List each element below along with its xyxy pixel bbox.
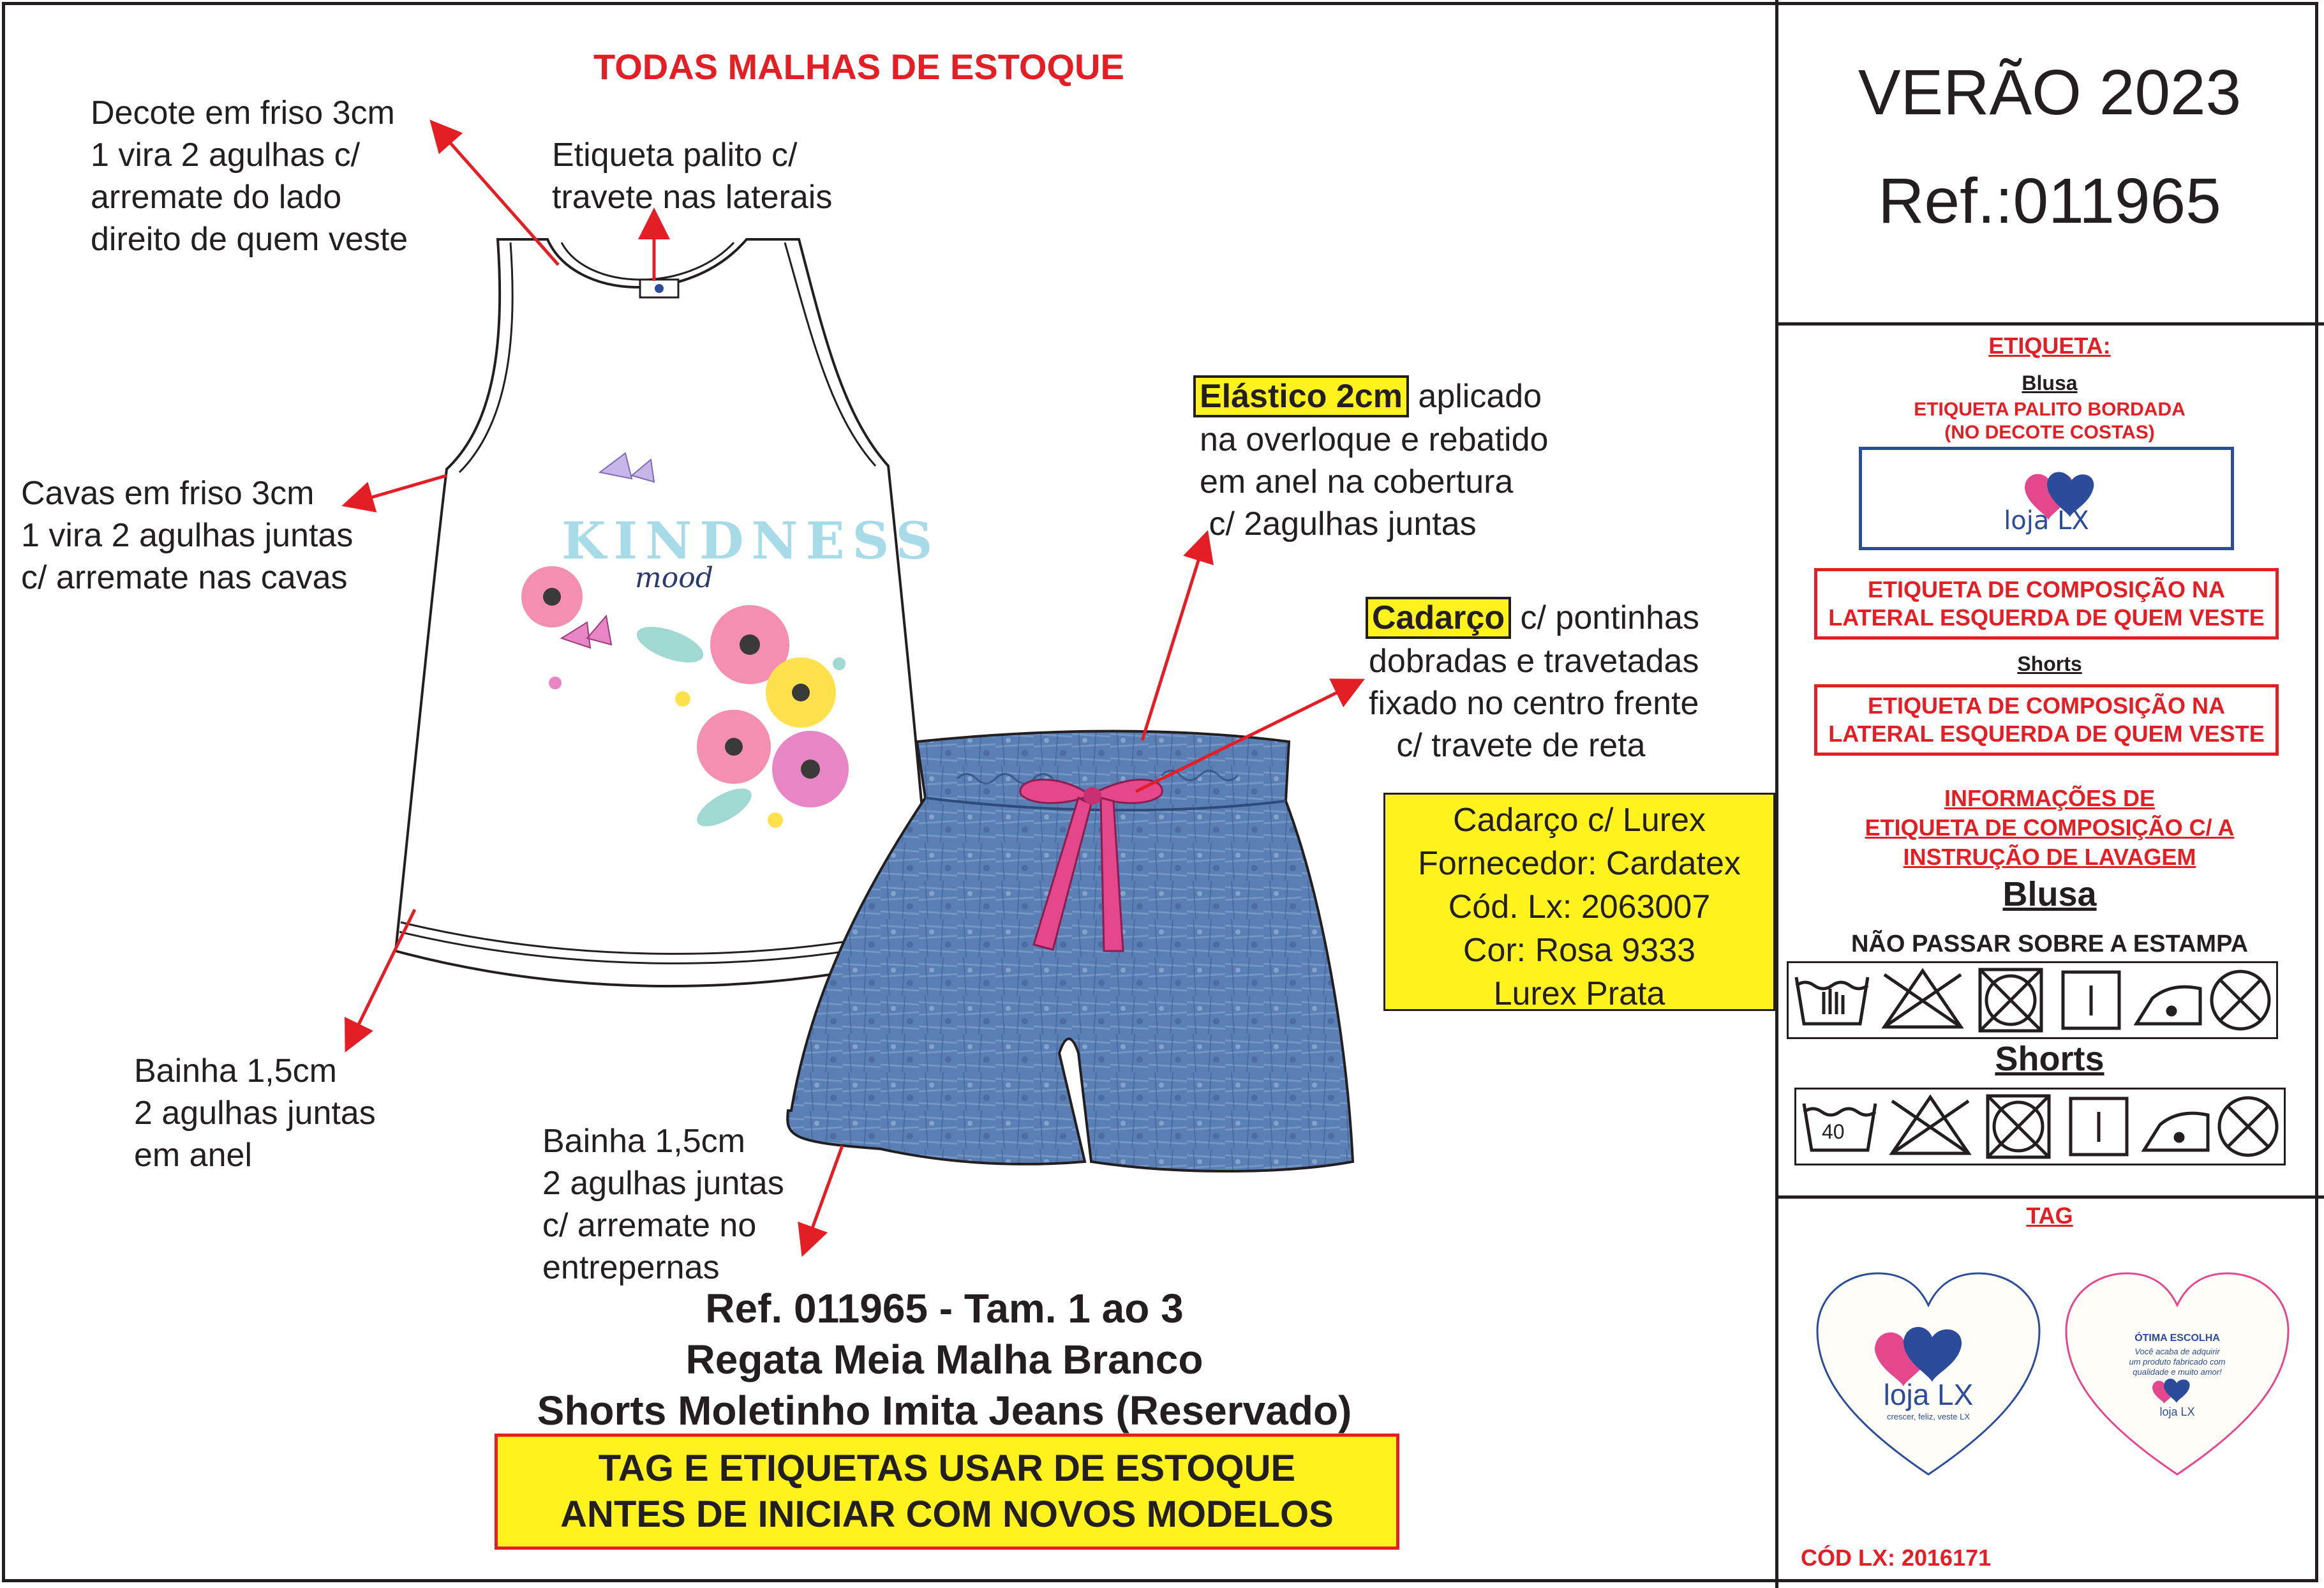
product-top: Regata Meia Malha Branco [685, 1337, 1203, 1382]
ref-title: Ref.:011965 [1878, 165, 2221, 237]
tag-back-line-2: um produto fabricado com [2129, 1357, 2226, 1367]
no-tumble-dry-icon [1980, 970, 2041, 1031]
tag-back [2063, 1270, 2291, 1481]
shorts-care-title: Shorts [1995, 1040, 2104, 1078]
cadarco-info-line: Cód. Lx: 2063007 [1448, 888, 1711, 925]
wash-temp: 40 [1822, 1120, 1845, 1143]
no-dry-clean-icon [2212, 971, 2269, 1029]
cadarco-line1: c/ pontinhas [1511, 599, 1699, 636]
iron-low-icon [2144, 1113, 2208, 1150]
palito-line-1: ETIQUETA PALITO BORDADA [1914, 399, 2186, 420]
comp-blusa-line-1: ETIQUETA DE COMPOSIÇÃO NA [1867, 576, 2226, 603]
line-dry-icon [2063, 972, 2119, 1028]
note-elastico [1193, 375, 1542, 417]
cadarco-info-box [1383, 793, 1775, 1011]
warning-line-1: TAG E ETIQUETAS USAR DE ESTOQUE [598, 1448, 1296, 1489]
care-symbols-blusa [1787, 961, 2278, 1039]
tag-title: TAG [2026, 1202, 2073, 1229]
note-elastico-rest: na overloque e rebatido em anel na cobertura c/ 2agulhas juntas [1200, 421, 1549, 543]
info-title [1778, 784, 2321, 872]
sidebar-divider-2 [1775, 1195, 2324, 1199]
warning-line-2: ANTES DE INICIAR COM NOVOS MODELOS [560, 1494, 1334, 1535]
hand-wash-icon [1796, 977, 1868, 1024]
blusa-care-title: Blusa [2002, 875, 2097, 913]
cadarco-info-line: Lurex Prata [1493, 975, 1665, 1012]
note-cadarco-rest: dobradas e travetadas fixado no centro frente c/ travete de reta [1369, 643, 1699, 764]
season-title: VERÃO 2023 [1858, 57, 2242, 128]
brand-text: loja LX [2004, 506, 2089, 536]
info-line-2: ETIQUETA DE COMPOSIÇÃO C/ A [1865, 814, 2235, 841]
blusa-care-note: NÃO PASSAR SOBRE A ESTAMPA [1851, 931, 2249, 957]
blusa-subtitle: Blusa [2022, 371, 2078, 394]
sidebar-divider-1 [1775, 322, 2324, 326]
palito-label-image [1859, 447, 2234, 550]
note-bainha-blusa: Bainha 1,5cm 2 agulhas juntas em anel [134, 1052, 376, 1174]
no-bleach-icon [1884, 971, 1961, 1027]
care-symbols-shorts [1794, 1088, 2286, 1165]
note-cadarco [1366, 597, 1699, 639]
etiqueta-title: ETIQUETA: [1988, 333, 2111, 359]
tag-brand: loja LX [1883, 1378, 1974, 1411]
line-dry-icon [2071, 1098, 2127, 1155]
note-cavas: Cavas em friso 3cm 1 vira 2 agulhas juntas c/ arremate nas cavas [21, 475, 354, 596]
tag-back-line-1: Você acaba de adquirir [2134, 1347, 2220, 1356]
comp-shorts-line-2: LATERAL ESQUERDA DE QUEM VESTE [1828, 721, 2265, 747]
page-title: TODAS MALHAS DE ESTOQUE [593, 47, 1124, 87]
tag-slogan: crescer, feliz, veste LX [1886, 1412, 1970, 1421]
cadarco-highlight: Cadarço [1366, 597, 1511, 639]
composition-shorts [1814, 684, 2279, 756]
product-shorts: Shorts Moletinho Imita Jeans (Reservado) [537, 1388, 1352, 1434]
info-line-3: INSTRUÇÃO DE LAVAGEM [1903, 844, 2196, 870]
palito-desc [1778, 398, 2321, 444]
note-etiqueta-palito: Etiqueta palito c/ travete nas laterais [552, 137, 833, 216]
comp-blusa-line-2: LATERAL ESQUERDA DE QUEM VESTE [1828, 604, 2265, 631]
tag-back-text [2063, 1347, 2291, 1377]
shorts-subtitle: Shorts [2017, 652, 2082, 675]
product-ref: Ref. 011965 - Tam. 1 ao 3 [705, 1285, 1184, 1331]
note-decote: Decote em friso 3cm 1 vira 2 agulhas c/ arremate do lado direito de quem veste [91, 94, 408, 258]
cod-lx: CÓD LX: 2016171 [1801, 1545, 1992, 1571]
note-bainha-shorts: Bainha 1,5cm 2 agulhas juntas c/ arremate no entrepernas [542, 1123, 784, 1286]
elastico-highlight: Elástico 2cm [1193, 375, 1409, 417]
print-kindness: KINDNESS [562, 511, 941, 571]
no-bleach-icon [1892, 1097, 1969, 1153]
tag-back-brand: loja LX [2159, 1405, 2195, 1418]
tag-front [1814, 1270, 2043, 1481]
elastico-line1: aplicado [1408, 378, 1542, 415]
tank-top-drawing [396, 239, 935, 986]
warning-box [495, 1434, 1399, 1550]
cadarco-info-line: Cadarço c/ Lurex [1453, 802, 1706, 839]
info-line-1: INFORMAÇÕES DE [1944, 785, 2155, 811]
tag-back-line-3: qualidade e muito amor! [2133, 1367, 2222, 1377]
cadarco-info-line: Cor: Rosa 9333 [1463, 932, 1696, 969]
palito-line-2: (NO DECOTE COSTAS) [1944, 422, 2155, 443]
iron-low-icon [2136, 987, 2200, 1024]
cadarco-info-line: Fornecedor: Cardatex [1418, 845, 1741, 882]
no-dry-clean-icon [2219, 1098, 2277, 1155]
print-mood: mood [635, 562, 713, 594]
no-tumble-dry-icon [1988, 1096, 2049, 1157]
comp-shorts-line-1: ETIQUETA DE COMPOSIÇÃO NA [1867, 693, 2226, 719]
tag-back-title: ÓTIMA ESCOLHA [2134, 1333, 2220, 1344]
composition-blusa [1814, 568, 2279, 640]
